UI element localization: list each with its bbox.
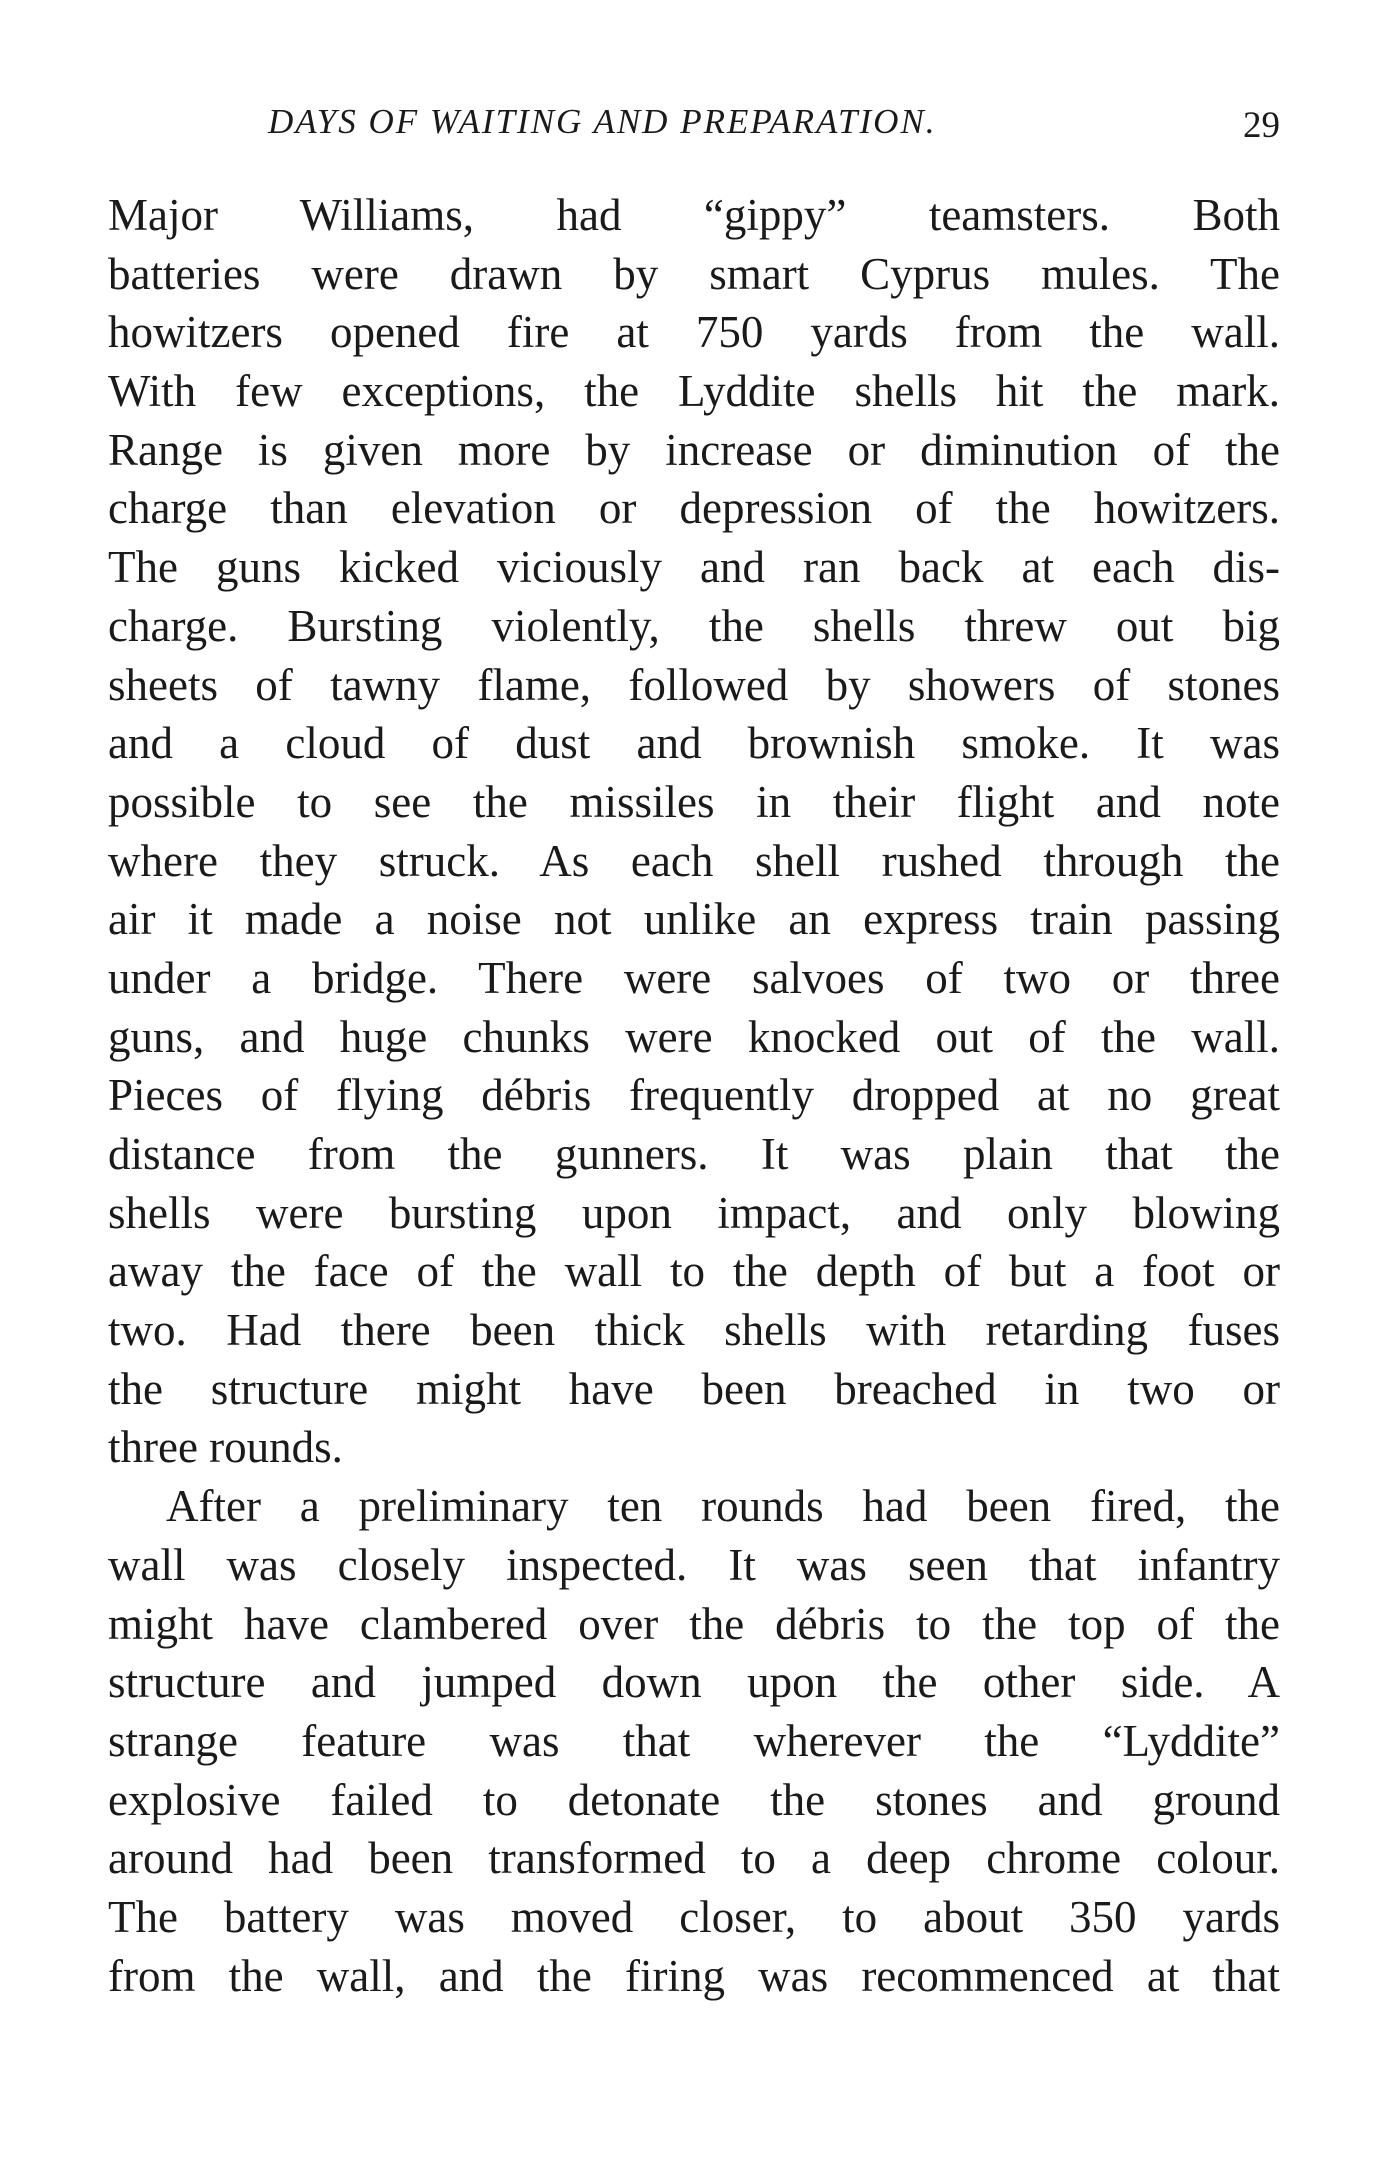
running-title: DAYS OF WAITING AND PREPARATION. bbox=[268, 102, 937, 141]
text-line: wall was closely inspected. It was seen that infantry bbox=[108, 1539, 1280, 1590]
text-line: air it made a noise not unlike an express train passing bbox=[108, 894, 1280, 945]
text-line: Pieces of flying débris frequently dropped at no great bbox=[108, 1070, 1280, 1121]
text-line: three rounds. bbox=[108, 1422, 343, 1473]
text-line: where they struck. As each shell rushed through the bbox=[108, 835, 1280, 886]
text-line: around had been transformed to a deep chrome colour. bbox=[108, 1833, 1280, 1884]
text-line: the structure might have been breached in two or bbox=[108, 1363, 1280, 1414]
text-line: explosive failed to detonate the stones and ground bbox=[108, 1774, 1280, 1825]
paragraph bbox=[108, 1477, 1280, 2005]
text-line: shells were bursting upon impact, and only blowing bbox=[108, 1187, 1280, 1238]
text-line: batteries were drawn by smart Cyprus mules. The bbox=[108, 248, 1280, 299]
text-line: structure and jumped down upon the other side. A bbox=[108, 1657, 1280, 1708]
text-line: under a bridge. There were salvoes of two or three bbox=[108, 952, 1280, 1003]
text-line: sheets of tawny flame, followed by showers of stones bbox=[108, 659, 1280, 710]
text-line: charge than elevation or depression of the howitzers. bbox=[108, 483, 1280, 534]
paragraph bbox=[108, 186, 1280, 1477]
text-line: guns, and huge chunks were knocked out of the wall. bbox=[108, 1011, 1280, 1062]
text-line: With few exceptions, the Lyddite shells hit the mark. bbox=[108, 366, 1280, 417]
text-line: charge. Bursting violently, the shells threw out big bbox=[108, 600, 1280, 651]
text-line: The battery was moved closer, to about 350 yards bbox=[108, 1891, 1280, 1942]
text-line: strange feature was that wherever the “Lyddite” bbox=[108, 1715, 1280, 1766]
text-line: Major Williams, had “gippy” teamsters. Both bbox=[108, 190, 1280, 240]
page-number: 29 bbox=[1243, 105, 1280, 146]
text-line: away the face of the wall to the depth of but a foot or bbox=[108, 1246, 1280, 1297]
text-line: and a cloud of dust and brownish smoke. It was bbox=[108, 718, 1280, 769]
text-line: two. Had there been thick shells with retarding fuses bbox=[108, 1305, 1280, 1356]
text-line: Range is given more by increase or diminution of the bbox=[108, 424, 1280, 475]
running-head bbox=[108, 102, 1280, 158]
text-line: might have clambered over the débris to the top of the bbox=[108, 1598, 1280, 1649]
text-line: from the wall, and the firing was recommenced at that bbox=[108, 1950, 1280, 2001]
text-line: distance from the gunners. It was plain that the bbox=[108, 1129, 1280, 1179]
text-line: howitzers opened fire at 750 yards from the wall. bbox=[108, 307, 1280, 358]
text-line: possible to see the missiles in their flight and note bbox=[108, 776, 1280, 827]
text-line: After a preliminary ten rounds had been fired, the bbox=[166, 1481, 1280, 1532]
text-line: The guns kicked viciously and ran back at each dis- bbox=[108, 542, 1280, 593]
body-text bbox=[108, 186, 1280, 2005]
